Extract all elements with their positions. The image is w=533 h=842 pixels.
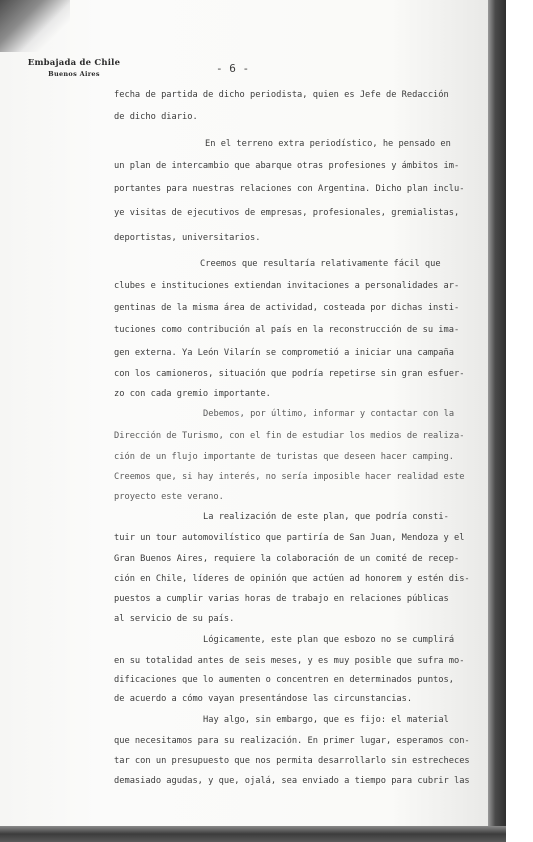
text-line: tuciones como contribución al país en la reconstrucción de su ima- (114, 325, 460, 335)
scan-edge-bottom (0, 826, 506, 842)
page-number: - 6 - (216, 62, 250, 75)
text-line: dificaciones que lo aumenten o concentren en determinados puntos, (114, 675, 454, 685)
text-line: gen externa. Ya León Vilarín se comprometió a iniciar una campaña (114, 348, 454, 358)
text-line: tuir un tour automovilístico que partiría de San Juan, Mendoza y el (114, 533, 465, 543)
text-line: puestos a cumplir varias horas de trabajo en relaciones públicas (114, 594, 449, 604)
text-line: un plan de intercambio que abarque otras profesiones y ámbitos im- (114, 161, 460, 171)
text-line: al servicio de su país. (114, 614, 235, 624)
text-line: que necesitamos para su realización. En primer lugar, esperamos con- (114, 736, 470, 746)
text-line: proyecto este verano. (114, 492, 224, 502)
text-line: en su totalidad antes de seis meses, y es muy posible que sufra mo- (114, 656, 465, 666)
text-line: clubes e instituciones extiendan invitaciones a personalidades ar- (114, 281, 460, 291)
text-line: de acuerdo a cómo vayan presentándose las circunstancias. (114, 694, 413, 704)
text-line: gentinas de la misma área de actividad, costeada por dichas insti- (114, 303, 460, 313)
text-line: demasiado agudas, y que, ojalá, sea enviado a tiempo para cubrir las (114, 776, 470, 786)
text-line: zo con cada gremio importante. (114, 389, 271, 399)
text-line: Creemos que, si hay interés, no sería imposible hacer realidad este (114, 472, 465, 482)
text-line: Debemos, por último, informar y contactar con la (203, 409, 455, 419)
text-line: En el terreno extra periodístico, he pensado en (205, 139, 451, 149)
text-line: La realización de este plan, que podría consti- (203, 512, 449, 522)
text-line: tar con un presupuesto que nos permita desarrollarlo sin estrecheces (114, 756, 470, 766)
text-line: Creemos que resultaría relativamente fácil que (200, 259, 441, 269)
text-line: Hay algo, sin embargo, que es fijo: el material (203, 715, 449, 725)
text-line: de dicho diario. (114, 112, 198, 122)
text-line: con los camioneros, situación que podría repetirse sin gran esfuer- (114, 369, 465, 379)
text-line: ción en Chile, líderes de opinión que actúen ad honorem y estén dis- (114, 574, 470, 584)
letterhead-city: Buenos Aires (48, 70, 100, 78)
text-line: deportistas, universitarios. (114, 233, 261, 243)
text-line: fecha de partida de dicho periodista, quien es Jefe de Redacción (114, 90, 449, 100)
text-line: ye visitas de ejecutivos de empresas, profesionales, gremialistas, (114, 208, 460, 218)
text-line: Lógicamente, este plan que esbozo no se cumplirá (203, 635, 455, 645)
letterhead-name: Embajada de Chile (27, 58, 121, 68)
text-line: portantes para nuestras relaciones con Argentina. Dicho plan inclu- (114, 184, 465, 194)
text-line: ción de un flujo importante de turistas que deseen hacer camping. (114, 452, 454, 462)
text-line: Gran Buenos Aires, requiere la colaboración de un comité de recep- (114, 554, 460, 564)
text-line: Dirección de Turismo, con el fin de estudiar los medios de realiza- (114, 431, 465, 441)
scan-edge-right (488, 0, 506, 842)
